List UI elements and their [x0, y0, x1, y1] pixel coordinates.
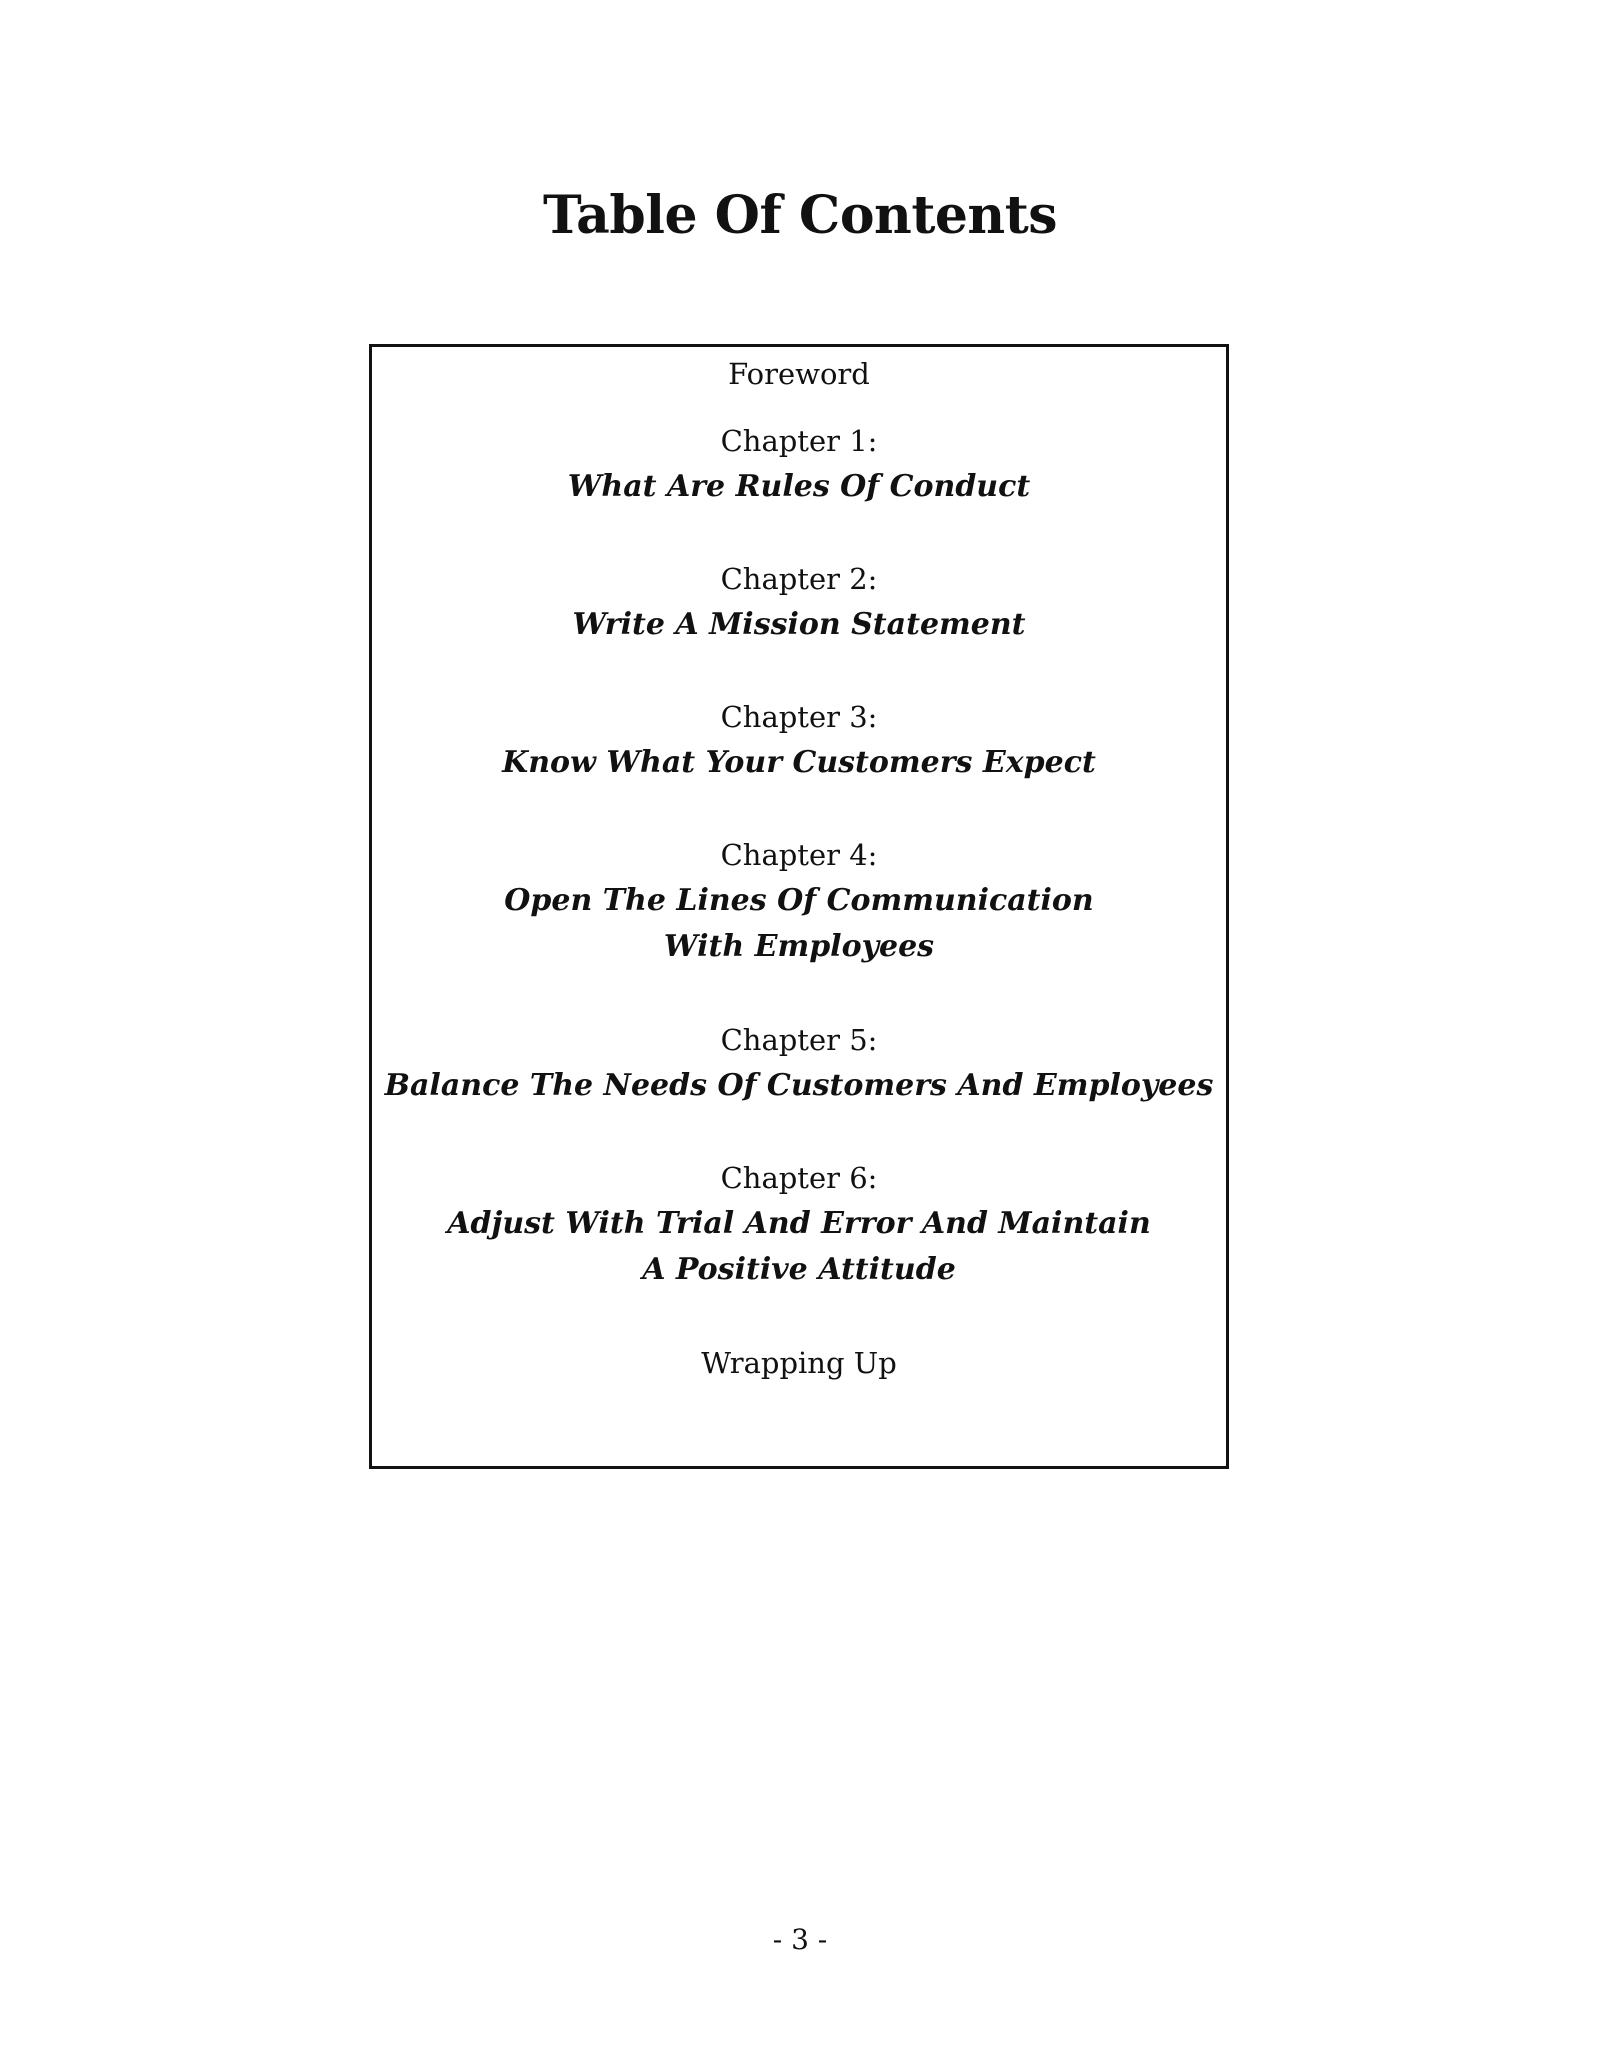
- chapter-title: Balance The Needs Of Customers And Employees: [384, 1068, 1214, 1103]
- chapter-title: Write A Mission Statement: [572, 607, 1026, 642]
- chapter-label: Chapter 4:: [720, 838, 878, 872]
- toc-item-wrapping-up[interactable]: Wrapping Up: [701, 1346, 897, 1380]
- page-number: - 3 -: [772, 1923, 828, 1956]
- toc-item-chapter-2[interactable]: [372, 556, 1226, 648]
- chapter-label: Chapter 1:: [720, 424, 878, 458]
- chapter-label: Chapter 2:: [720, 562, 878, 596]
- page-title: Table Of Contents: [542, 185, 1058, 246]
- chapter-title: Open The Lines Of Communication With Employees: [504, 883, 1094, 964]
- toc-item-chapter-6[interactable]: [372, 1155, 1226, 1293]
- chapter-label: Chapter 6:: [720, 1161, 878, 1195]
- toc-item-chapter-5[interactable]: [372, 1017, 1226, 1109]
- chapter-title: Adjust With Trial And Error And Maintain A Positive Attitude: [447, 1206, 1151, 1287]
- chapter-title: What Are Rules Of Conduct: [567, 469, 1031, 504]
- toc-item-chapter-4[interactable]: [372, 832, 1226, 970]
- toc-item-chapter-3[interactable]: [372, 694, 1226, 786]
- chapter-label: Chapter 5:: [720, 1023, 878, 1057]
- chapter-title: Know What Your Customers Expect: [502, 745, 1096, 780]
- chapter-label: Chapter 3:: [720, 700, 878, 734]
- table-of-contents-box: [369, 344, 1229, 1469]
- toc-item-foreword[interactable]: Foreword: [728, 357, 870, 391]
- toc-item-chapter-1[interactable]: [372, 418, 1226, 510]
